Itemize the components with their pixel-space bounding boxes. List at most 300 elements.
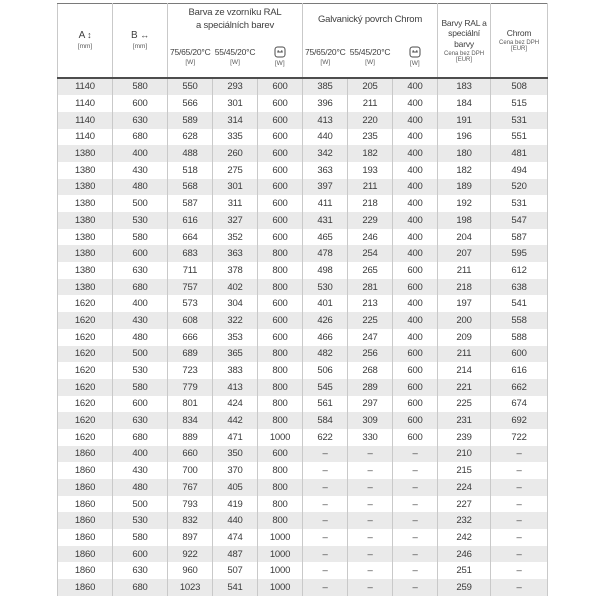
table-cell: – <box>303 462 348 479</box>
table-cell: 960 <box>168 562 213 579</box>
table-cell: 480 <box>113 329 168 346</box>
table-cell: 480 <box>113 479 168 496</box>
table-cell: – <box>348 546 393 563</box>
table-cell: 229 <box>348 212 393 229</box>
table-cell: 471 <box>213 429 258 446</box>
table-cell: 215 <box>438 462 491 479</box>
horizontal-dimension-arrow-icon: ↔ <box>140 30 149 41</box>
table-cell: 400 <box>393 129 438 146</box>
table-cell: 431 <box>303 212 348 229</box>
table-row <box>58 512 548 529</box>
table-cell: 1140 <box>58 129 113 146</box>
table-cell: 616 <box>491 362 548 379</box>
table-cell: 426 <box>303 312 348 329</box>
table-cell: 440 <box>303 129 348 146</box>
col-a-unit: [mm] <box>77 43 93 51</box>
table-cell: 400 <box>393 295 438 312</box>
table-cell: 400 <box>393 195 438 212</box>
table-cell: 405 <box>213 479 258 496</box>
vertical-dimension-arrow-icon: ↕ <box>87 30 92 41</box>
table-row <box>58 396 548 413</box>
table-cell: 515 <box>491 95 548 112</box>
header-col-b <box>113 4 168 78</box>
table-cell: – <box>393 496 438 513</box>
table-cell: 1140 <box>58 112 113 129</box>
table-row <box>58 179 548 196</box>
table-cell: 1380 <box>58 195 113 212</box>
table-cell: – <box>393 529 438 546</box>
table-cell: 800 <box>258 462 303 479</box>
group-ral-title: Barva ze vzorníku RAL a speciálních barev <box>188 7 282 31</box>
table-cell: 232 <box>438 512 491 529</box>
table-cell: – <box>393 512 438 529</box>
table-cell: 1620 <box>58 295 113 312</box>
table-cell: 211 <box>438 262 491 279</box>
table-cell: 210 <box>438 446 491 463</box>
table-cell: 580 <box>113 379 168 396</box>
table-cell: 722 <box>491 429 548 446</box>
table-cell: – <box>303 529 348 546</box>
table-cell: – <box>491 562 548 579</box>
table-row <box>58 379 548 396</box>
table-cell: 506 <box>303 362 348 379</box>
table-cell: 508 <box>491 78 548 96</box>
table-cell: 1860 <box>58 496 113 513</box>
table-cell: 363 <box>303 162 348 179</box>
table-cell: – <box>393 479 438 496</box>
table-cell: 800 <box>258 279 303 296</box>
table-cell: 1620 <box>58 379 113 396</box>
table-cell: 638 <box>491 279 548 296</box>
table-cell: 600 <box>258 329 303 346</box>
table-cell: 600 <box>258 312 303 329</box>
table-cell: 183 <box>438 78 491 96</box>
table-cell: 1620 <box>58 362 113 379</box>
table-row <box>58 162 548 179</box>
table-cell: 465 <box>303 229 348 246</box>
table-cell: 180 <box>438 145 491 162</box>
table-cell: 1620 <box>58 429 113 446</box>
table-cell: 400 <box>393 329 438 346</box>
table-cell: – <box>491 512 548 529</box>
table-cell: 800 <box>258 262 303 279</box>
table-cell: 200 <box>438 312 491 329</box>
table-cell: – <box>491 462 548 479</box>
table-cell: 1000 <box>258 562 303 579</box>
table-cell: 481 <box>491 145 548 162</box>
table-cell: 600 <box>258 212 303 229</box>
table-cell: 1000 <box>258 529 303 546</box>
table-row <box>58 295 548 312</box>
table-cell: 304 <box>213 295 258 312</box>
table-cell: 531 <box>491 112 548 129</box>
table-cell: – <box>491 479 548 496</box>
table-cell: 251 <box>438 562 491 579</box>
table-cell: 440 <box>213 512 258 529</box>
table-cell: 400 <box>393 162 438 179</box>
table-cell: 335 <box>213 129 258 146</box>
table-cell: 265 <box>348 262 393 279</box>
table-row <box>58 129 548 146</box>
table-cell: – <box>393 579 438 596</box>
table-cell: – <box>491 529 548 546</box>
table-cell: 800 <box>258 245 303 262</box>
group-chrom-title: Galvanický povrch Chrom <box>317 13 423 25</box>
radiator-spec-table <box>57 3 548 596</box>
table-cell: 430 <box>113 312 168 329</box>
table-cell: 600 <box>491 346 548 363</box>
table-cell: 342 <box>303 145 348 162</box>
table-cell: 191 <box>438 112 491 129</box>
table-row <box>58 362 548 379</box>
table-cell: 550 <box>168 78 213 96</box>
table-cell: 834 <box>168 412 213 429</box>
table-cell: 413 <box>213 379 258 396</box>
table-cell: 352 <box>213 229 258 246</box>
col-a-label: A ↕ <box>78 30 92 42</box>
table-row <box>58 229 548 246</box>
table-cell: 400 <box>393 179 438 196</box>
table-cell: – <box>303 496 348 513</box>
table-row <box>58 262 548 279</box>
table-cell: 587 <box>168 195 213 212</box>
electric-heating-icon <box>393 45 438 58</box>
table-cell: 1140 <box>58 95 113 112</box>
table-cell: 225 <box>438 396 491 413</box>
table-cell: 1380 <box>58 245 113 262</box>
table-cell: 541 <box>491 295 548 312</box>
table-cell: 680 <box>113 429 168 446</box>
table-cell: 487 <box>213 546 258 563</box>
table-cell: 1140 <box>58 78 113 96</box>
table-cell: 700 <box>168 462 213 479</box>
table-cell: 227 <box>438 496 491 513</box>
table-row <box>58 562 548 579</box>
subheader-chrom-electric: [W] <box>393 36 438 78</box>
table-cell: – <box>348 562 393 579</box>
table-cell: 1860 <box>58 479 113 496</box>
table-cell: 385 <box>303 78 348 96</box>
table-row <box>58 78 548 96</box>
table-cell: 800 <box>258 496 303 513</box>
table-cell: 584 <box>303 412 348 429</box>
table-cell: 225 <box>348 312 393 329</box>
table-cell: – <box>393 562 438 579</box>
table-cell: 1620 <box>58 346 113 363</box>
table-row <box>58 329 548 346</box>
table-cell: 480 <box>113 179 168 196</box>
table-cell: 301 <box>213 179 258 196</box>
table-cell: 530 <box>303 279 348 296</box>
table-cell: 1860 <box>58 446 113 463</box>
table-cell: 674 <box>491 396 548 413</box>
table-row <box>58 546 548 563</box>
table-cell: – <box>348 529 393 546</box>
table-body <box>58 78 548 596</box>
table-cell: 600 <box>258 145 303 162</box>
table-cell: 600 <box>113 95 168 112</box>
table-row <box>58 145 548 162</box>
table-cell: 196 <box>438 129 491 146</box>
table-cell: 396 <box>303 95 348 112</box>
table-header <box>58 4 548 78</box>
table-cell: 221 <box>438 379 491 396</box>
table-cell: 1380 <box>58 162 113 179</box>
table-cell: 400 <box>393 229 438 246</box>
table-cell: 600 <box>258 195 303 212</box>
table-cell: – <box>393 462 438 479</box>
table-cell: 1380 <box>58 229 113 246</box>
table-cell: 600 <box>393 429 438 446</box>
table-cell: 612 <box>491 262 548 279</box>
table-cell: 301 <box>213 95 258 112</box>
subheader-ral-75-65: 75/65/20°C [W] <box>168 36 213 78</box>
table-cell: 478 <box>303 245 348 262</box>
subheader-ral-55-45: 55/45/20°C [W] <box>213 36 258 78</box>
table-cell: 680 <box>113 129 168 146</box>
table-cell: 363 <box>213 245 258 262</box>
table-row <box>58 429 548 446</box>
table-cell: 297 <box>348 396 393 413</box>
specification-table-container <box>57 3 547 596</box>
table-cell: 231 <box>438 412 491 429</box>
table-cell: 531 <box>491 195 548 212</box>
table-cell: 400 <box>393 112 438 129</box>
table-cell: 595 <box>491 245 548 262</box>
col-b-unit: [mm] <box>132 43 148 51</box>
table-cell: 474 <box>213 529 258 546</box>
table-cell: 520 <box>491 179 548 196</box>
table-cell: 800 <box>258 379 303 396</box>
table-cell: 568 <box>168 179 213 196</box>
table-cell: 1860 <box>58 462 113 479</box>
table-cell: 600 <box>393 262 438 279</box>
table-cell: 189 <box>438 179 491 196</box>
table-cell: 1620 <box>58 412 113 429</box>
table-cell: 192 <box>438 195 491 212</box>
table-cell: 400 <box>393 145 438 162</box>
table-cell: 600 <box>113 396 168 413</box>
table-cell: 214 <box>438 362 491 379</box>
table-row <box>58 529 548 546</box>
table-cell: 600 <box>393 379 438 396</box>
table-cell: 622 <box>303 429 348 446</box>
table-cell: 293 <box>213 78 258 96</box>
table-cell: 1023 <box>168 579 213 596</box>
table-cell: 800 <box>258 346 303 363</box>
table-cell: 600 <box>258 162 303 179</box>
table-cell: 322 <box>213 312 258 329</box>
table-cell: 630 <box>113 412 168 429</box>
table-cell: – <box>303 562 348 579</box>
table-cell: 600 <box>393 362 438 379</box>
table-cell: 800 <box>258 362 303 379</box>
table-cell: 580 <box>113 229 168 246</box>
table-cell: – <box>393 546 438 563</box>
table-row <box>58 462 548 479</box>
table-cell: 213 <box>348 295 393 312</box>
table-cell: – <box>303 479 348 496</box>
table-cell: 723 <box>168 362 213 379</box>
table-cell: 1380 <box>58 179 113 196</box>
table-cell: 666 <box>168 329 213 346</box>
table-cell: 1860 <box>58 512 113 529</box>
table-cell: 832 <box>168 512 213 529</box>
table-row <box>58 346 548 363</box>
table-cell: 600 <box>393 279 438 296</box>
table-cell: 680 <box>113 579 168 596</box>
table-cell: 767 <box>168 479 213 496</box>
table-cell: – <box>303 546 348 563</box>
table-cell: 209 <box>438 329 491 346</box>
table-cell: 530 <box>113 362 168 379</box>
table-cell: – <box>491 579 548 596</box>
table-cell: 600 <box>258 95 303 112</box>
table-cell: 600 <box>258 295 303 312</box>
table-cell: – <box>348 579 393 596</box>
table-cell: 587 <box>491 229 548 246</box>
table-cell: 197 <box>438 295 491 312</box>
table-cell: 545 <box>303 379 348 396</box>
table-row <box>58 112 548 129</box>
table-cell: 330 <box>348 429 393 446</box>
table-cell: 353 <box>213 329 258 346</box>
price-ral-subtitle: Cena bez DPH [EUR] <box>444 50 485 63</box>
table-cell: 350 <box>213 446 258 463</box>
subheader-ral-electric: [W] <box>258 36 303 78</box>
table-cell: – <box>303 579 348 596</box>
table-cell: 1000 <box>258 579 303 596</box>
table-cell: 309 <box>348 412 393 429</box>
table-cell: 246 <box>438 546 491 563</box>
table-cell: 400 <box>393 78 438 96</box>
table-cell: 198 <box>438 212 491 229</box>
table-cell: 660 <box>168 446 213 463</box>
table-cell: – <box>348 479 393 496</box>
table-cell: 589 <box>168 112 213 129</box>
table-cell: 1860 <box>58 529 113 546</box>
table-cell: 1620 <box>58 396 113 413</box>
table-row <box>58 279 548 296</box>
table-cell: 551 <box>491 129 548 146</box>
header-price-ral <box>438 4 491 78</box>
table-cell: 573 <box>168 295 213 312</box>
table-cell: 922 <box>168 546 213 563</box>
table-row <box>58 212 548 229</box>
table-row <box>58 579 548 596</box>
table-cell: 518 <box>168 162 213 179</box>
table-cell: 193 <box>348 162 393 179</box>
table-cell: 630 <box>113 262 168 279</box>
table-cell: 630 <box>113 112 168 129</box>
table-cell: 692 <box>491 412 548 429</box>
table-cell: – <box>348 512 393 529</box>
table-cell: 530 <box>113 512 168 529</box>
price-ral-title: Barvy RAL a speciální barvy <box>441 17 487 50</box>
table-cell: 1620 <box>58 312 113 329</box>
table-cell: 254 <box>348 245 393 262</box>
table-cell: 211 <box>438 346 491 363</box>
price-chrom-subtitle: Cena bez DPH [EUR] <box>499 40 540 53</box>
table-cell: 466 <box>303 329 348 346</box>
table-cell: 402 <box>213 279 258 296</box>
table-cell: 793 <box>168 496 213 513</box>
table-cell: 566 <box>168 95 213 112</box>
table-cell: 600 <box>393 346 438 363</box>
table-cell: 370 <box>213 462 258 479</box>
table-row <box>58 412 548 429</box>
table-cell: – <box>393 446 438 463</box>
table-cell: – <box>491 446 548 463</box>
table-cell: 801 <box>168 396 213 413</box>
table-cell: 897 <box>168 529 213 546</box>
table-cell: 260 <box>213 145 258 162</box>
table-cell: 259 <box>438 579 491 596</box>
table-cell: 400 <box>393 245 438 262</box>
table-cell: – <box>303 512 348 529</box>
table-cell: 600 <box>258 112 303 129</box>
table-cell: 600 <box>113 546 168 563</box>
table-cell: 628 <box>168 129 213 146</box>
table-row <box>58 95 548 112</box>
table-cell: 498 <box>303 262 348 279</box>
table-cell: 494 <box>491 162 548 179</box>
price-chrom-title: Chrom <box>506 28 532 39</box>
table-cell: 800 <box>258 396 303 413</box>
table-cell: 184 <box>438 95 491 112</box>
header-col-a <box>58 4 113 78</box>
table-cell: – <box>491 496 548 513</box>
table-cell: 400 <box>393 212 438 229</box>
table-cell: 207 <box>438 245 491 262</box>
table-cell: 289 <box>348 379 393 396</box>
table-cell: 500 <box>113 346 168 363</box>
table-cell: 616 <box>168 212 213 229</box>
table-cell: 224 <box>438 479 491 496</box>
table-cell: 430 <box>113 162 168 179</box>
table-cell: 182 <box>438 162 491 179</box>
subheader-chrom-55-45: 55/45/20°C [W] <box>348 36 393 78</box>
table-cell: 400 <box>393 95 438 112</box>
table-cell: 1860 <box>58 579 113 596</box>
table-row <box>58 312 548 329</box>
table-cell: 275 <box>213 162 258 179</box>
table-cell: 1000 <box>258 546 303 563</box>
table-cell: 205 <box>348 78 393 96</box>
table-cell: 211 <box>348 179 393 196</box>
table-cell: 268 <box>348 362 393 379</box>
table-cell: 800 <box>258 412 303 429</box>
table-cell: 1380 <box>58 212 113 229</box>
table-cell: 600 <box>258 129 303 146</box>
table-cell: 1620 <box>58 329 113 346</box>
table-cell: 242 <box>438 529 491 546</box>
table-cell: 547 <box>491 212 548 229</box>
table-cell: 220 <box>348 112 393 129</box>
table-cell: 757 <box>168 279 213 296</box>
table-cell: 400 <box>113 446 168 463</box>
header-group-ral <box>168 4 303 36</box>
table-cell: 235 <box>348 129 393 146</box>
table-cell: 211 <box>348 95 393 112</box>
table-cell: 664 <box>168 229 213 246</box>
table-cell: 182 <box>348 145 393 162</box>
table-cell: 711 <box>168 262 213 279</box>
table-cell: 680 <box>113 279 168 296</box>
table-cell: 580 <box>113 529 168 546</box>
table-cell: 442 <box>213 412 258 429</box>
table-cell: 530 <box>113 212 168 229</box>
